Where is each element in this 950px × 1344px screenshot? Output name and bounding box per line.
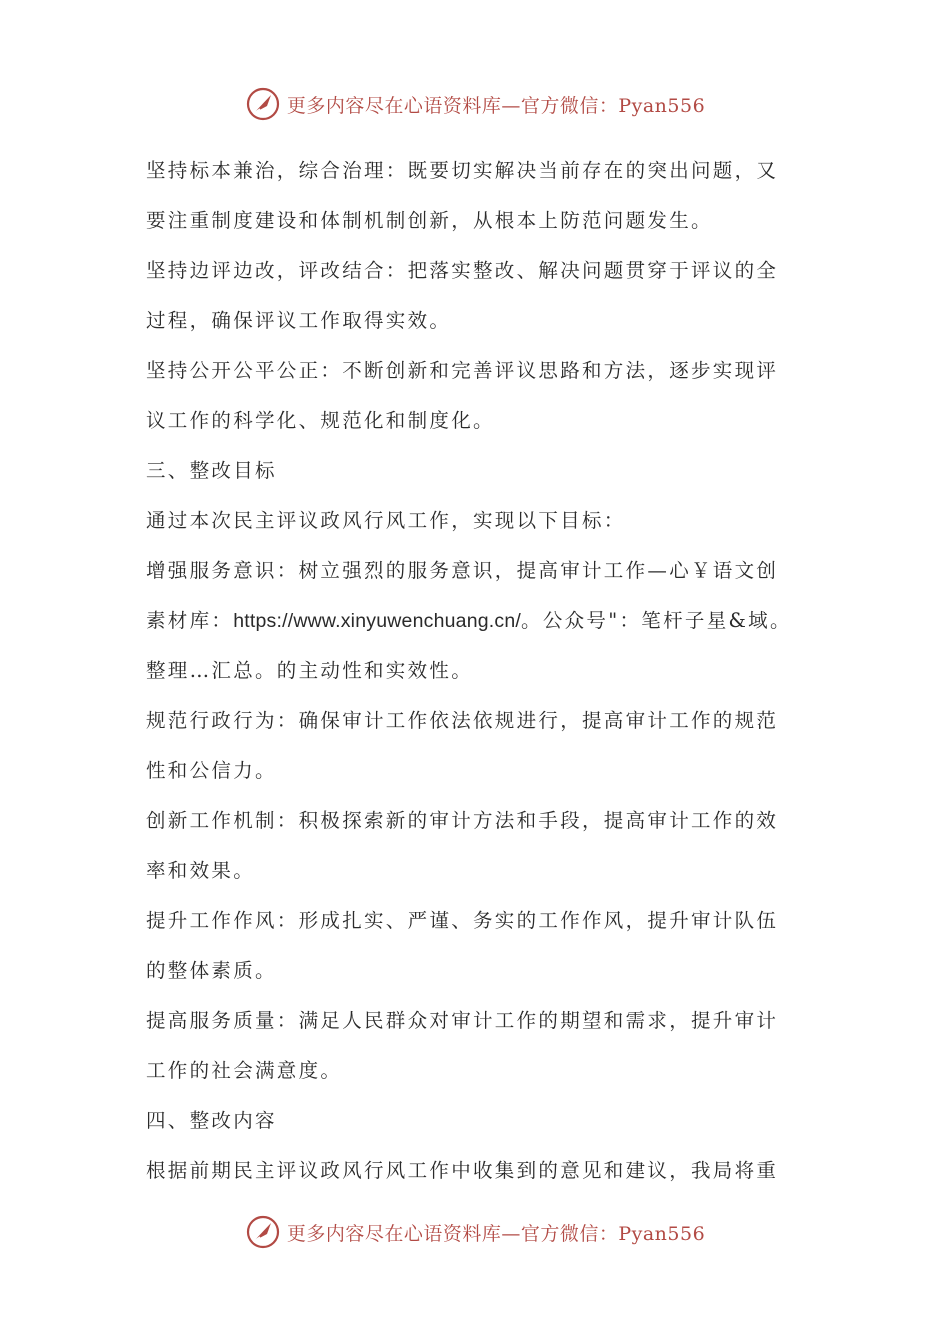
paragraph-line: 要注重制度建设和体制机制创新，从根本上防范问题发生。 <box>146 209 713 232</box>
paragraph-line: 通过本次民主评议政风行风工作，实现以下目标： <box>146 509 626 532</box>
section-heading: 四、整改内容 <box>146 1109 277 1132</box>
quill-logo-icon <box>245 1214 281 1250</box>
paragraph-line: 率和效果。 <box>146 859 256 882</box>
quill-logo-icon <box>245 86 281 122</box>
paragraph-line: 提高服务质量：满足人民群众对审计工作的期望和需求，提升审计 <box>146 1009 779 1032</box>
paragraph-line: 的整体素质。 <box>146 959 277 982</box>
section-heading: 三、整改目标 <box>146 459 277 482</box>
paragraph-line: 工作的社会满意度。 <box>146 1059 343 1082</box>
website-link[interactable]: https://www.xinyuwenchuang.cn/ <box>233 610 522 632</box>
paragraph-line: 创新工作机制：积极探索新的审计方法和手段，提高审计工作的效 <box>146 809 779 832</box>
paragraph-line: 增强服务意识：树立强烈的服务意识，提高审计工作—心￥语文创 <box>146 559 779 582</box>
watermark-text: 更多内容尽在心语资料库—官方微信：Pyan556 <box>286 94 706 117</box>
paragraph-line: 规范行政行为：确保审计工作依法依规进行，提高审计工作的规范 <box>146 709 779 732</box>
paragraph-line: 提升工作作风：形成扎实、严谨、务实的工作作风，提升审计队伍 <box>146 909 779 932</box>
watermark-text: 更多内容尽在心语资料库—官方微信：Pyan556 <box>286 1222 706 1245</box>
document-body <box>146 146 826 1196</box>
paragraph-line: 坚持公开公平公正：不断创新和完善评议思路和方法，逐步实现评 <box>146 359 779 382</box>
paragraph-line: 过程，确保评议工作取得实效。 <box>146 309 452 332</box>
paragraph-line: 坚持标本兼治，综合治理：既要切实解决当前存在的突出问题，又 <box>146 159 779 182</box>
paragraph-line: 性和公信力。 <box>146 759 277 782</box>
paragraph-line: 根据前期民主评议政风行风工作中收集到的意见和建议，我局将重 <box>146 1159 779 1182</box>
footer-watermark <box>0 1212 950 1252</box>
paragraph-line: 整理…汇总。的主动性和实效性。 <box>146 659 474 682</box>
header-watermark <box>0 84 950 124</box>
url-prefix: 素材库： <box>146 609 234 632</box>
paragraph-line: 议工作的科学化、规范化和制度化。 <box>146 409 495 432</box>
url-line <box>146 596 826 646</box>
paragraph-line: 坚持边评边改，评改结合：把落实整改、解决问题贯穿于评议的全 <box>146 259 779 282</box>
url-suffix: 。公众号"：笔杆子星&域。 <box>521 609 792 632</box>
